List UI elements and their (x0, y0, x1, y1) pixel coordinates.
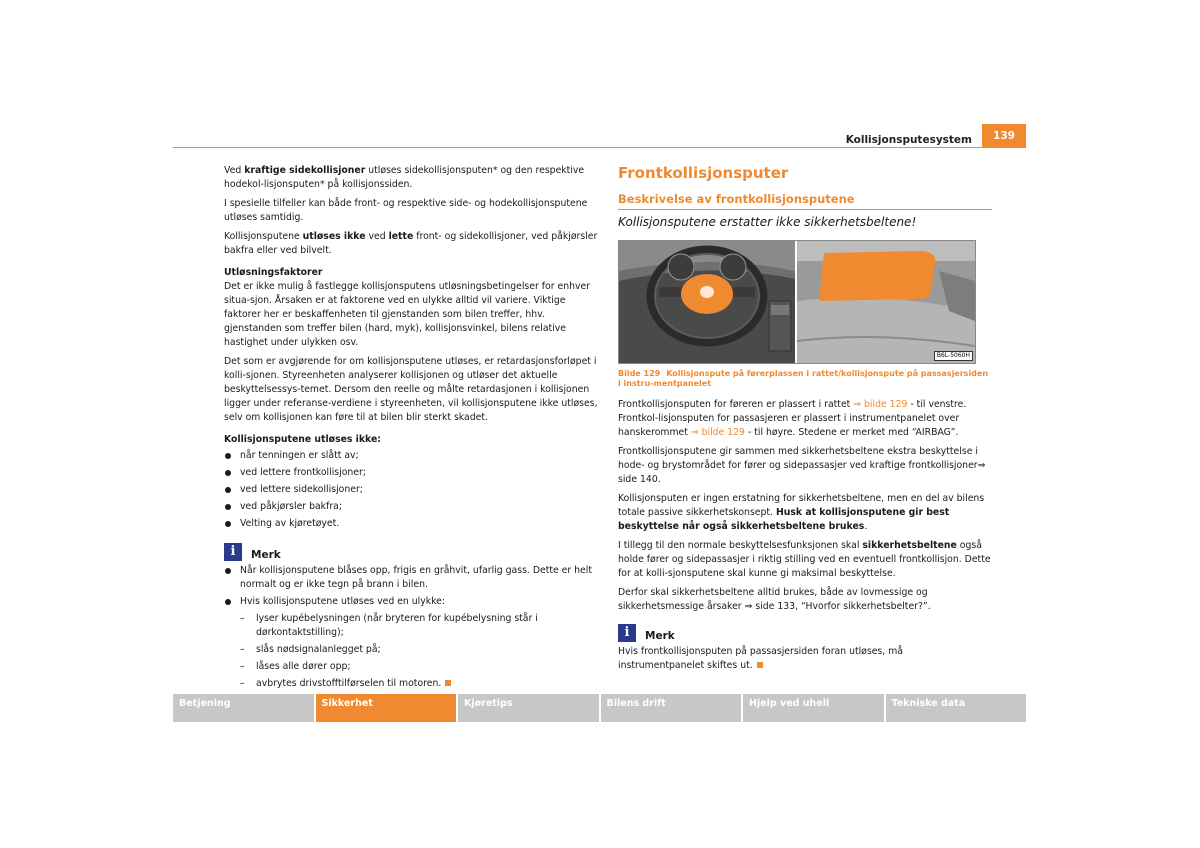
figure-reference-link[interactable]: ⇒ bilde 129 (853, 399, 908, 410)
list-item: Velting av kjøretøyet. (224, 517, 600, 531)
list-item: ved lettere sidekollisjoner; (224, 483, 600, 497)
note-header-right (618, 624, 992, 642)
paragraph-belt-function: I tillegg til den normale beskyttelsesfunksjonen skal sikkerhetsbeltene også holde fører og sidepassasjer i riktig stilling ved en eventuell frontkollisjon. Dette for at kolli-sjonsputene skal kunne gi maksimal beskyttelse. (618, 540, 991, 579)
figure-caption: Bilde 129 Kollisjonspute på førerplassen i rattet/kollisjonspute på passasjersiden i instru-mentpanelet (618, 369, 989, 388)
end-marker (445, 680, 451, 686)
tab-betjening[interactable]: Betjening (173, 694, 314, 722)
paragraph-side-collisions: Ved kraftige sidekollisjoner utløses sidekollisjonsputen* og den respektive hodekol-lisjonsputen* på kollisjonssiden. (224, 165, 585, 190)
figure-reference-link[interactable]: ⇒ bilde 129 (690, 427, 745, 438)
left-column (224, 164, 600, 694)
list-item: når tenningen er slått av; (224, 449, 600, 463)
paragraph-extra-protection: Frontkollisjonsputene gir sammen med sikkerhetsbeltene ekstra beskyttelse i hode- og brystområdet for fører og sidepassasjer ved kraftige frontkollisjoner⇒ side 140. (618, 446, 986, 485)
header-rule (173, 147, 1026, 148)
figure-code: B6L-5060H (934, 351, 973, 361)
not-deploy-list (224, 449, 600, 531)
list-item: – avbrytes drivstofftilførselen til motoren. (240, 677, 600, 691)
figure-airbag-locations (618, 240, 976, 364)
right-column (618, 164, 992, 678)
note-title: Merk (251, 549, 281, 561)
tab-kjoretips[interactable]: Kjøretips (458, 694, 599, 722)
list-item: ved påkjørsler bakfra; (224, 500, 600, 514)
paragraph-simultaneous: I spesielle tilfeller kan både front- og respektive side- og hodekollisjonsputene utløses samtidig. (224, 198, 588, 223)
page-number: 139 (982, 124, 1026, 148)
airbag-illustration (619, 241, 975, 363)
tab-hjelp-ved-uhell[interactable]: Hjelp ved uhell (743, 694, 884, 722)
running-header-title: Kollisjonsputesystem (845, 134, 972, 146)
paragraph-factors: Det er ikke mulig å fastlegge kollisjonsputens utløsningsbetingelser for enhver situa-sjon. Årsaken er at faktorene ved en ulykke alltid vil variere. Viktige faktorer her er beskaffenheten til gjenstanden som bilen treffer, hhv. gjenstanden som treffer bilen (hard, myk), kollisjonsvinkel, bilens relative hastighet under ulykken osv. (224, 281, 591, 348)
info-icon: i (618, 624, 636, 642)
list-item: – låses alle dører opp; (240, 661, 351, 672)
note-header-left (224, 543, 600, 561)
list-item: ved lettere frontkollisjoner; (224, 466, 600, 480)
note-list-left (224, 564, 600, 609)
paragraph-no-deploy: Kollisjonsputene utløses ikke ved lette front- og sidekollisjoner, ved påkjørsler bakfra eller ved bilvelt. (224, 231, 598, 256)
info-icon: i (224, 543, 242, 561)
tab-sikkerhet[interactable]: Sikkerhet (316, 694, 457, 722)
note-sublist-left (240, 612, 600, 691)
tab-bilens-drift[interactable]: Bilens drift (601, 694, 742, 722)
lead-text: Kollisjonsputene erstatter ikke sikkerhetsbeltene! (618, 215, 917, 229)
paragraph-deceleration: Det som er avgjørende for om kollisjonsputene utløses, er retardasjonsforløpet i kolli-sjonen. Styreenheten analyserer kollisjonen og utløser det aktuelle beskyttelsessys-temet. Dersom den reelle og målte retardasjonen i kollisjonen ligger under referanse-verdiene i styreenheten, vil kollisjonsputene ikke utløses, selv om kollisjonen kan føre til at bilen blir sterkt skadet. (224, 356, 598, 423)
list-item: Når kollisjonsputene blåses opp, frigis en gråhvit, ufarlig gass. Dette er helt normalt og er ikke tegn på brann i bilen. (224, 564, 600, 592)
note-text-right: Hvis frontkollisjonsputen på passasjersiden foran utløses, må instrumentpanelet skiftes ut. (618, 646, 903, 671)
section-title: Frontkollisjonsputer (618, 164, 789, 182)
paragraph-always-use-belts: Derfor skal sikkerhetsbeltene alltid brukes, både av lovmessige og sikkerhetsmessige årsaker ⇒ side 133, “Hvorfor sikkerhetsbelter?”. (618, 587, 931, 612)
list-item: Hvis kollisjonsputene utløses ved en ulykke: (224, 595, 600, 609)
subsection-title: Beskrivelse av frontkollisjonsputene (618, 192, 992, 210)
note-title: Merk (645, 630, 675, 642)
end-marker (757, 662, 763, 668)
heading-not-deploy: Kollisjonsputene utløses ikke: (224, 434, 382, 445)
heading-factors: Utløsningsfaktorer (224, 267, 323, 278)
paragraph-front-airbag-location: Frontkollisjonsputen for føreren er plassert i rattet ⇒ bilde 129 - til venstre. Frontkol-lisjonsputen for passasjeren er plassert i instrumentpanelet over hanskerommet ⇒ bilde 129 - til høyre. Stedene er merket med “AIRBAG”. (618, 399, 967, 438)
chapter-tabs (173, 694, 1026, 722)
paragraph-not-replacement: Kollisjonsputen er ingen erstatning for sikkerhetsbeltene, men en del av bilens totale passive sikkerhetskonsept. Husk at kollisjonsputene gir best beskyttelse når også sikkerhetsbeltene brukes. (618, 493, 985, 532)
list-item: – lyser kupébelysningen (når bryteren for kupébelysning står i dørkontaktstilling); (240, 613, 538, 638)
list-item: – slås nødsignalanlegget på; (240, 644, 381, 655)
tab-tekniske-data[interactable]: Tekniske data (886, 694, 1027, 722)
